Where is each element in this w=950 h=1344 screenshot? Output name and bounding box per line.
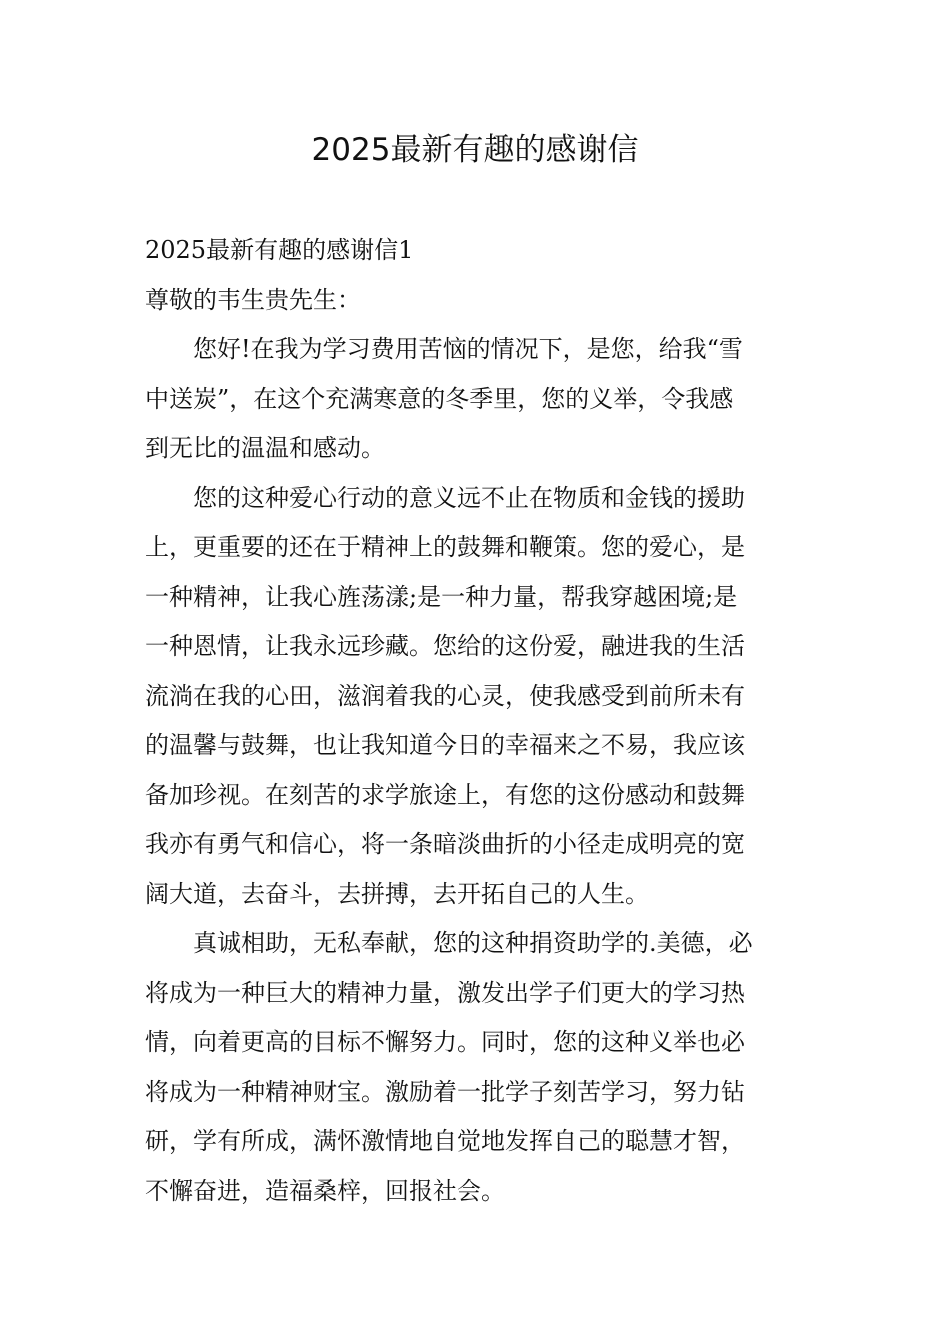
letter-body — [145, 226, 807, 1216]
paragraph-line: 您好!在我为学习费用苦恼的情况下，是您，给我“雪 — [193, 335, 743, 363]
paragraph-line: 阔大道，去奋斗，去拼搏，去开拓自己的人生。 — [145, 879, 649, 908]
paragraph-line: 将成为一种巨大的精神力量，激发出学子们更大的学习热 — [145, 978, 745, 1007]
paragraph-line: 一种精神，让我心旌荡漾;是一种力量，帮我穿越困境;是 — [145, 582, 738, 611]
paragraph-line: 一种恩情，让我永远珍藏。您给的这份爱，融进我的生活 — [145, 632, 745, 660]
paragraph-line: 您的这种爱心行动的意义远不止在物质和金钱的援助 — [193, 483, 745, 512]
paragraph-line: 将成为一种精神财宝。激励着一批学子刻苦学习，努力钻 — [145, 1077, 745, 1106]
paragraph-1 — [145, 325, 807, 474]
paragraph-line: 中送炭”，在这个充满寒意的冬季里，您的义举，令我感 — [145, 384, 734, 413]
paragraph-line: 研，学有所成，满怀激情地自觉地发挥自己的聪慧才智， — [145, 1127, 745, 1155]
letter-subtitle: 2025最新有趣的感谢信1 — [145, 236, 414, 264]
paragraph-line: 上，更重要的还在于精神上的鼓舞和鞭策。您的爱心，是 — [145, 533, 745, 561]
paragraph-line: 备加珍视。在刻苦的求学旅途上，有您的这份感动和鼓舞 — [145, 780, 745, 809]
paragraph-line: 我亦有勇气和信心，将一条暗淡曲折的小径走成明亮的宽 — [145, 830, 745, 858]
paragraph-line: 的温馨与鼓舞，也让我知道今日的幸福来之不易，我应该 — [145, 731, 745, 759]
paragraph-line: 真诚相助，无私奉献，您的这种捐资助学的.美德，必 — [193, 929, 753, 957]
paragraph-line: 流淌在我的心田，滋润着我的心灵，使我感受到前所未有 — [145, 681, 745, 710]
paragraph-line: 不懈奋进，造福桑梓，回报社会。 — [145, 1176, 505, 1205]
paragraph-line: 情，向着更高的目标不懈努力。同时，您的这种义举也必 — [145, 1028, 745, 1056]
paragraph-line: 到无比的温温和感动。 — [145, 434, 385, 462]
letter-salutation: 尊敬的韦生贵先生： — [145, 285, 361, 314]
paragraph-3 — [145, 919, 807, 1216]
document-title: 2025最新有趣的感谢信 — [311, 132, 639, 168]
paragraph-2 — [145, 474, 807, 920]
